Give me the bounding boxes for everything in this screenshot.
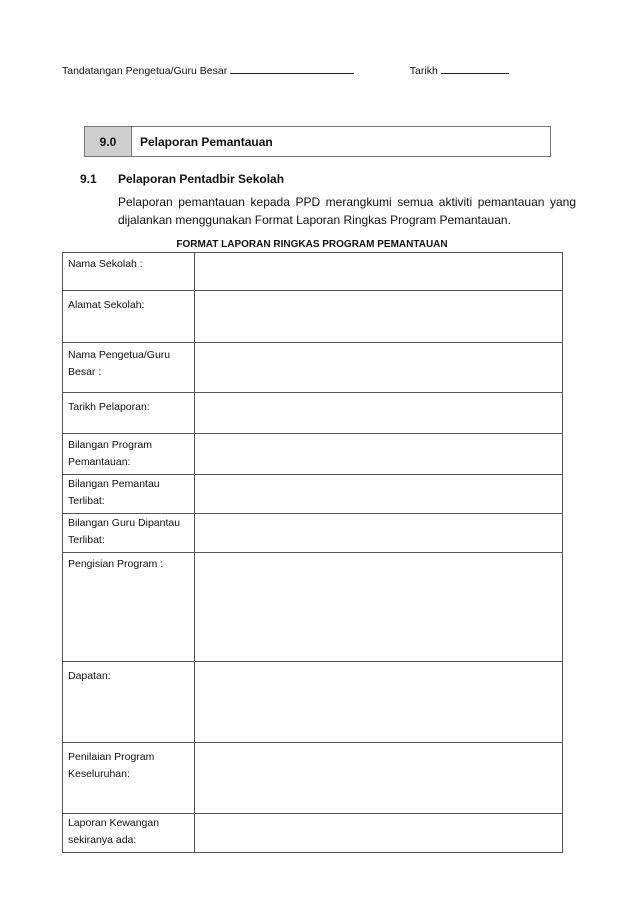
table-row — [63, 291, 563, 343]
date-label: Tarikh — [409, 65, 438, 77]
row-input-cell[interactable] — [195, 475, 563, 514]
signature-blank[interactable] — [230, 63, 354, 74]
subsection-number: 9.1 — [80, 172, 97, 186]
row-input-cell[interactable] — [195, 743, 563, 814]
row-input-cell[interactable] — [195, 253, 563, 291]
table-row — [63, 343, 563, 393]
row-label: Penilaian Program Keseluruhan: — [63, 743, 195, 814]
row-input-cell[interactable] — [195, 553, 563, 662]
table-row — [63, 662, 563, 743]
row-input-cell[interactable] — [195, 662, 563, 743]
signature-line — [62, 63, 522, 77]
table-row — [63, 743, 563, 814]
row-input-cell[interactable] — [195, 814, 563, 853]
table-row — [63, 475, 563, 514]
row-input-cell[interactable] — [195, 434, 563, 475]
row-label: Bilangan Pemantau Terlibat: — [63, 475, 195, 514]
table-row — [63, 434, 563, 475]
table-row — [63, 553, 563, 662]
row-label: Pengisian Program : — [63, 553, 195, 662]
row-label: Laporan Kewangan sekiranya ada: — [63, 814, 195, 853]
subsection-heading — [80, 172, 284, 186]
row-label: Bilangan Guru Dipantau Terlibat: — [63, 514, 195, 553]
table-row — [63, 814, 563, 853]
signature-label: Tandatangan Pengetua/Guru Besar — [62, 65, 228, 77]
table-row — [63, 514, 563, 553]
row-input-cell[interactable] — [195, 393, 563, 434]
row-label: Dapatan: — [63, 662, 195, 743]
row-input-cell[interactable] — [195, 514, 563, 553]
date-blank[interactable] — [441, 63, 509, 74]
row-label: Bilangan Program Pemantauan: — [63, 434, 195, 475]
subsection-title: Pelaporan Pentadbir Sekolah — [118, 172, 285, 186]
row-label: Alamat Sekolah: — [63, 291, 195, 343]
row-input-cell[interactable] — [195, 291, 563, 343]
table-row — [63, 253, 563, 291]
section-title: Pelaporan Pemantauan — [140, 134, 273, 149]
report-form-table — [62, 252, 563, 853]
row-input-cell[interactable] — [195, 343, 563, 393]
section-heading — [84, 126, 551, 157]
section-number: 9.0 — [85, 127, 132, 156]
form-title: FORMAT LAPORAN RINGKAS PROGRAM PEMANTAUAN — [176, 239, 448, 250]
subsection-paragraph: Pelaporan pemantauan kepada PPD merangkumi semua aktiviti pemantauan yang dijalankan menggunakan Format Laporan Ringkas Program Pemantauan. — [118, 195, 576, 227]
table-row — [63, 393, 563, 434]
row-label: Tarikh Pelaporan: — [63, 393, 195, 434]
row-label: Nama Pengetua/Guru Besar : — [63, 343, 195, 393]
row-label: Nama Sekolah : — [63, 253, 195, 291]
